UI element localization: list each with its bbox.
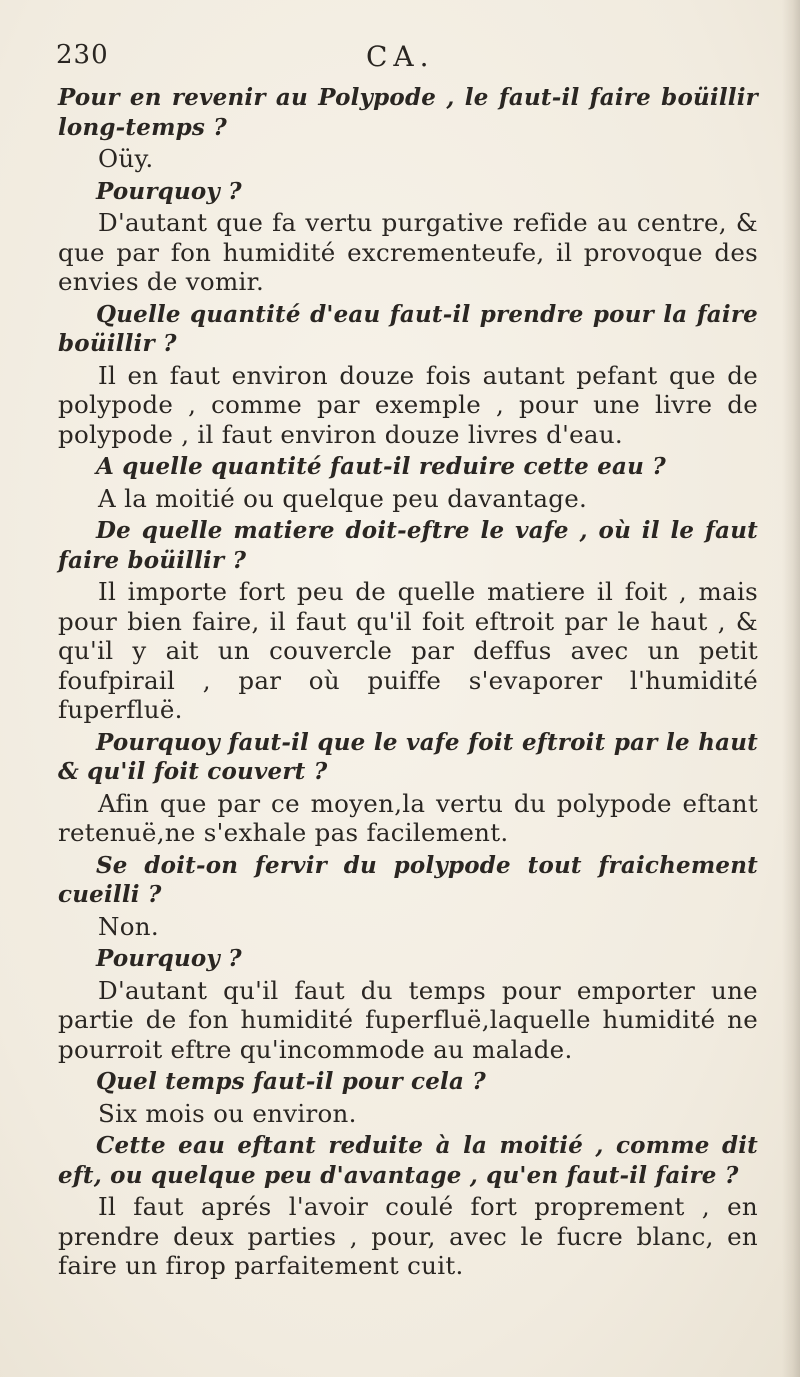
running-head [56,40,756,80]
body-text [58,83,758,1284]
answer: Il importe fort peu de quelle matiere il foit , mais pour bien faire, il faut qu'il foit eftroit par le haut , & qu'il y ait un couvercle par deffus avec un petit foufpirail , par où puiffe s'evaporer l'humidité fuperfluë. [58,577,758,724]
page-number: 230 [56,40,109,70]
running-title: CA. [366,40,435,73]
question: Cette eau eftant reduite à la moitié , comme dit eft, ou quelque peu d'avantage , qu'en faut-il faire ? [58,1132,758,1189]
answer: Il faut aprés l'avoir coulé fort proprement , en prendre deux parties , pour, avec le fucre blanc, en faire un firop parfaitement cuit. [58,1192,758,1280]
answer: Il en faut environ douze fois autant pefant que de polypode , comme par exemple , pour une livre de polypode , il faut environ douze livres d'eau. [58,360,758,449]
question: De quelle matiere doit-eftre le vafe , où il le faut faire boüillir ? [58,517,758,574]
page-edge-shadow [782,0,800,1377]
question: Pourquoy faut-il que le vafe foit eftroit par le haut & qu'il foit couvert ? [58,728,758,785]
answer: Afin que par ce moyen,la vertu du polypode eftant retenuë,ne s'exhale pas facilement. [58,788,758,847]
question: Pourquoy ? [96,177,242,205]
question: Quel temps faut-il pour cela ? [96,1068,486,1095]
question: Pourquoy ? [96,945,242,972]
question: Se doit-on fervir du polypode tout fraichement cueilli ? [58,851,758,908]
answer: A la moitié ou quelque peu davantage. [98,483,588,513]
answer: Six mois ou environ. [98,1098,357,1128]
answer: Oüy. [98,144,154,173]
answer: D'autant qu'il faut du temps pour emporter une partie de fon humidité fuperfluë,laquelle humidité ne pourroit eftre qu'incommode au malade. [58,975,758,1064]
answer: Non. [98,911,159,941]
answer: D'autant que fa vertu purgative refide au centre, & que par fon humidité excrementeufe, il provoque des envies de vomir. [58,208,758,296]
question: Pour en revenir au Polypode , le faut-il faire boüillir long-temps ? [58,84,758,141]
question: Quelle quantité d'eau faut-il prendre pour la faire boüillir ? [58,300,758,357]
question: A quelle quantité faut-il reduire cette eau ? [96,453,666,480]
